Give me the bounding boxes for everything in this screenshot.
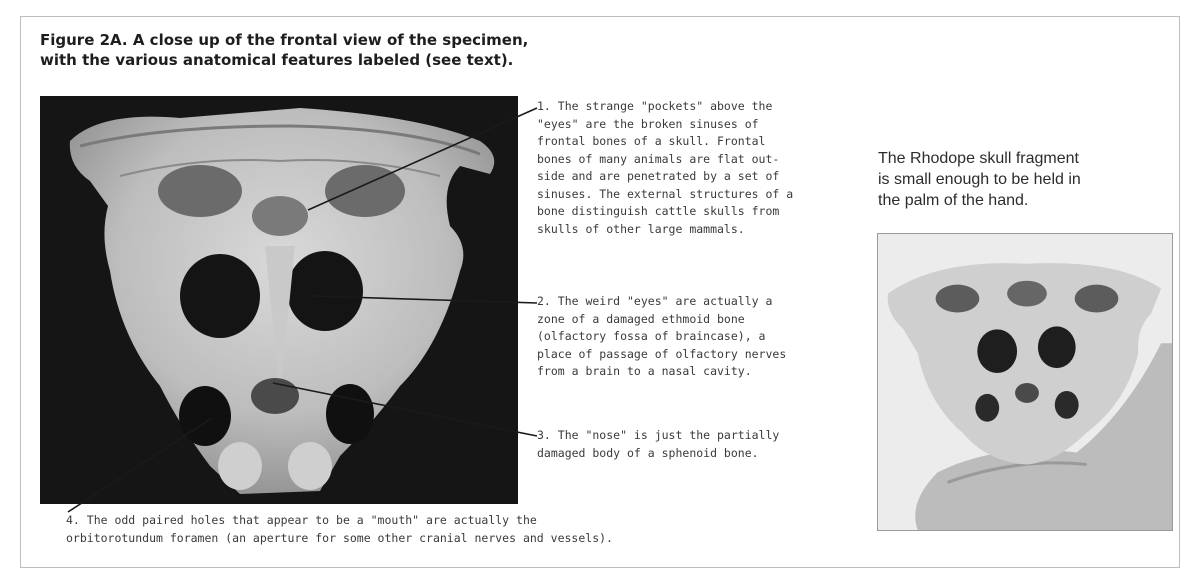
skull-in-hand-photo <box>877 233 1173 531</box>
annotation-2: 2. The weird "eyes" are actually a zone of a damaged ethmoid bone (olfactory fossa of braincase), a place of passage of olfactory nerves from a brain to a nasal cavity. <box>537 294 787 378</box>
skull-in-hand-illustration <box>878 234 1172 530</box>
annotation-1: 1. The strange "pockets" above the "eyes" are the broken sinuses of frontal bones of a skull. Frontal bones of many animals are flat out- side and are penetrated by a set of sinuses. The external structures of a bone distinguish cattle skulls from skulls of other large mammals. <box>537 99 794 236</box>
annotation-4: 4. The odd paired holes that appear to be a "mouth" are actually the orbitorotundum foramen (an aperture for some other cranial nerves and vessels). <box>66 513 613 545</box>
skull-frontal-illustration <box>40 96 518 504</box>
specimen-frontal-photo <box>40 96 518 504</box>
annotation-3: 3. The "nose" is just the partially damaged body of a sphenoid bone. <box>537 428 780 460</box>
side-caption: The Rhodope skull fragment is small enough to be held in the palm of the hand. <box>878 150 1081 209</box>
figure-title: Figure 2A. A close up of the frontal view of the specimen, with the various anatomical features labeled (see text). <box>40 31 529 69</box>
